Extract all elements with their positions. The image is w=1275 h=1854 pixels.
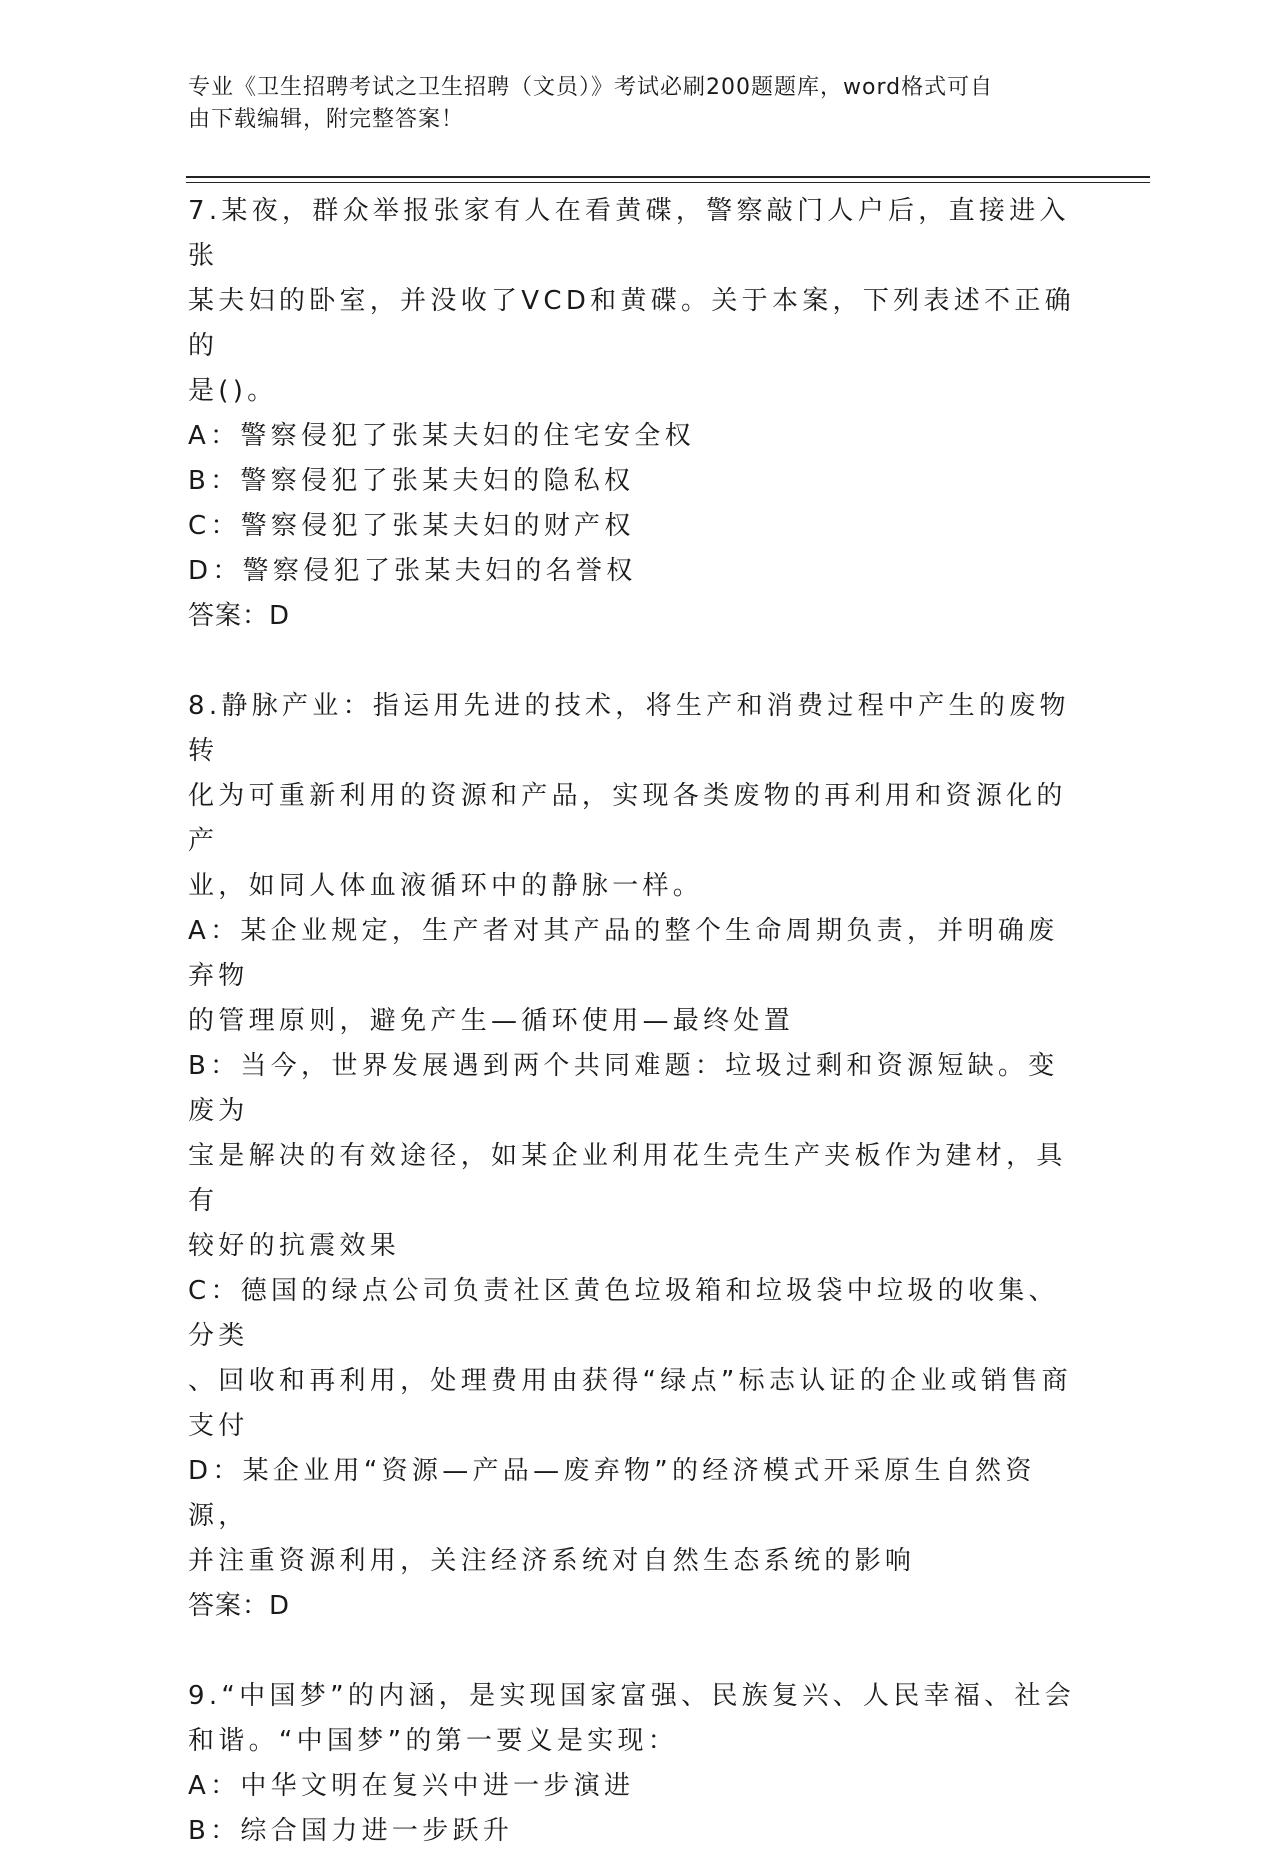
question-spacer [188,1629,1078,1674]
question-stem-line: 7.某夜，群众举报张家有人在看黄碟，警察敲门人户后，直接进入张 [188,196,1070,271]
question-stem-line: 某夫妇的卧室，并没收了VCD和黄碟。关于本案，下列表述不正确的 [188,286,1075,361]
option-b: B：综合国力进一步跃升 [188,1816,514,1846]
header-divider-thin [186,182,1150,183]
option-a: A：警察侵犯了张某夫妇的住宅安全权 [188,421,695,451]
option-b-cont: 宝是解决的有效途径，如某企业利用花生壳生产夹板作为建材，具有 [188,1141,1067,1216]
header-line-1: 专业《卫生招聘考试之卫生招聘（文员）》考试必刷200题题库，word格式可自 [188,75,994,100]
question-stem-line: 8.静脉产业：指运用先进的技术，将生产和消费过程中产生的废物转 [188,691,1070,766]
option-b: B：当今，世界发展遇到两个共同难题：垃圾过剩和资源短缺。变废为 [188,1051,1059,1126]
answer-line: 答案：D [188,1591,291,1621]
question-stem-line: 业，如同人体血液循环中的静脉一样。 [188,871,704,901]
document-header [188,72,1068,136]
option-b: B：警察侵犯了张某夫妇的隐私权 [188,466,635,496]
option-c-cont: 、回收和再利用，处理费用由获得“绿点”标志认证的企业或销售商 [188,1366,1072,1396]
option-a-cont: 的管理原则，避免产生—循环使用—最终处置 [188,1006,795,1036]
question-stem-line: 和谐。“中国梦”的第一要义是实现： [188,1726,679,1756]
header-line-2: 由下载编辑，附完整答案！ [188,107,465,132]
question-7 [188,189,1078,639]
header-divider-thick [186,176,1150,178]
option-d-cont: 并注重资源利用，关注经济系统对自然生态系统的影响 [188,1546,916,1576]
option-d: D：警察侵犯了张某夫妇的名誉权 [188,556,637,586]
question-stem-line: 是()。 [188,376,278,406]
question-stem-line: 化为可重新利用的资源和产品，实现各类废物的再利用和资源化的产 [188,781,1067,856]
option-c: C：德国的绿点公司负责社区黄色垃圾箱和垃圾袋中垃圾的收集、分类 [188,1276,1059,1351]
question-9 [188,1674,1078,1854]
option-c: C：警察侵犯了张某夫妇的财产权 [188,511,635,541]
option-a: A：某企业规定，生产者对其产品的整个生命周期负责，并明确废弃物 [188,916,1059,991]
answer-line: 答案：D [188,601,291,631]
question-list [188,189,1078,1854]
option-c-cont: 支付 [188,1411,249,1441]
question-8 [188,684,1078,1629]
option-d: D：某企业用“资源—产品—废弃物”的经济模式开采原生自然资源， [188,1456,1036,1531]
option-b-cont: 较好的抗震效果 [188,1231,401,1261]
question-stem-line: 9.“中国梦”的内涵，是实现国家富强、民族复兴、人民幸福、社会 [188,1681,1076,1711]
question-spacer [188,639,1078,684]
option-a: A：中华文明在复兴中进一步演进 [188,1771,635,1801]
